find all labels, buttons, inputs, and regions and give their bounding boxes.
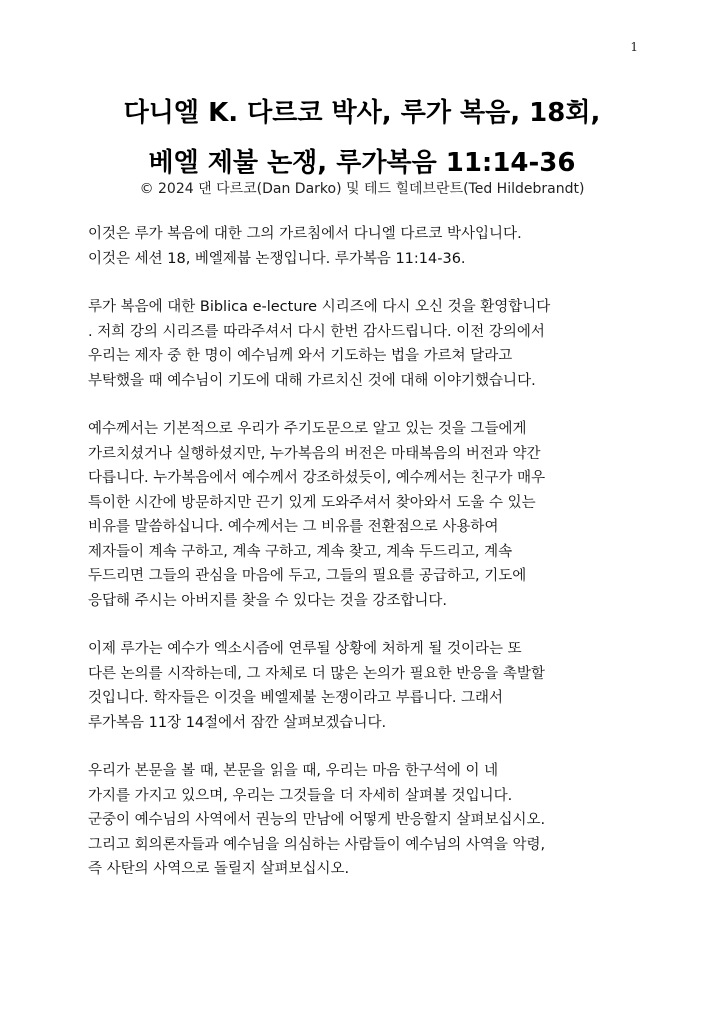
- text-line: 우리가 본문을 볼 때, 본문을 읽을 때, 우리는 마음 한구석에 이 네: [88, 763, 499, 779]
- paragraph-5: [88, 759, 648, 882]
- paragraph-4: [88, 637, 648, 735]
- text-line: 부탁했을 때 예수님이 기도에 대해 가르치신 것에 대해 이야기했습니다.: [88, 372, 536, 389]
- title-line-1: 다니엘 K. 다르코 박사, 루가 복음, 18회,: [123, 98, 601, 128]
- text-line: 루가 복음에 대한 Biblica e-lecture 시리즈에 다시 오신 것을 환영합니다: [88, 299, 551, 315]
- text-line: 이것은 세션 18, 베엘제붑 논쟁입니다. 루가복음 11:14-36.: [88, 250, 466, 267]
- text-line: 다른 논의를 시작하는데, 그 자체로 더 많은 논의가 필요한 반응을 촉발할: [88, 665, 545, 682]
- text-line: 것입니다. 학자들은 이것을 베엘제불 논쟁이라고 부릅니다. 그래서: [88, 690, 504, 706]
- text-line: 가르치셨거나 실행하셨지만, 누가복음의 버전은 마태복음의 버전과 약간: [88, 445, 541, 462]
- text-line: 제자들이 계속 구하고, 계속 구하고, 계속 찾고, 계속 두드리고, 계속: [88, 543, 513, 560]
- text-line: 즉 사탄의 사역으로 돌릴지 살펴보십시오.: [88, 861, 350, 877]
- text-line: 응답해 주시는 아버지를 찾을 수 있다는 것을 강조합니다.: [88, 592, 448, 609]
- paragraph-2: [88, 295, 648, 393]
- text-line: 특이한 시간에 방문하지만 끈기 있게 도와주셔서 찾아와서 도울 수 있는: [88, 494, 536, 511]
- document-body: [88, 222, 648, 906]
- title-line-2: 베엘 제불 논쟁, 루가복음 11:14-36: [148, 148, 576, 178]
- text-line: 우리는 제자 중 한 명이 예수님께 와서 기도하는 법을 가르쳐 달라고: [88, 348, 513, 364]
- copyright-notice: © 2024 댄 다르코(Dan Darko) 및 테드 힐데브란트(Ted Hildebrandt): [139, 181, 585, 197]
- text-line: 예수께서는 기본적으로 우리가 주기도문으로 알고 있는 것을 그들에게: [88, 421, 527, 437]
- text-line: . 저희 강의 시리즈를 따라주셔서 다시 한번 감사드립니다. 이전 강의에서: [88, 323, 545, 340]
- text-line: 가지를 가지고 있으며, 우리는 그것들을 더 자세히 살펴볼 것입니다.: [88, 787, 513, 804]
- text-line: 루가복음 11장 14절에서 잠깐 살펴보겠습니다.: [88, 714, 387, 731]
- paragraph-1: [88, 222, 648, 271]
- text-line: 군중이 예수님의 사역에서 권능의 만남에 어떻게 반응할지 살펴보십시오.: [88, 812, 546, 828]
- page-number: 1: [630, 40, 638, 54]
- text-line: 그리고 회의론자들과 예수님을 의심하는 사람들이 예수님의 사역을 악령,: [88, 836, 546, 853]
- text-line: 이제 루가는 예수가 엑소시즘에 연루될 상황에 처하게 될 것이라는 또: [88, 641, 522, 657]
- text-line: 비유를 말씀하십니다. 예수께서는 그 비유를 전환점으로 사용하여: [88, 519, 499, 535]
- text-line: 이것은 루가 복음에 대한 그의 가르침에서 다니엘 다르코 박사입니다.: [88, 226, 522, 242]
- paragraph-3: [88, 417, 648, 613]
- text-line: 다릅니다. 누가복음에서 예수께서 강조하셨듯이, 예수께서는 친구가 매우: [88, 470, 546, 486]
- document-title: [0, 88, 724, 188]
- text-line: 두드리면 그들의 관심을 마음에 두고, 그들의 필요를 공급하고, 기도에: [88, 568, 527, 584]
